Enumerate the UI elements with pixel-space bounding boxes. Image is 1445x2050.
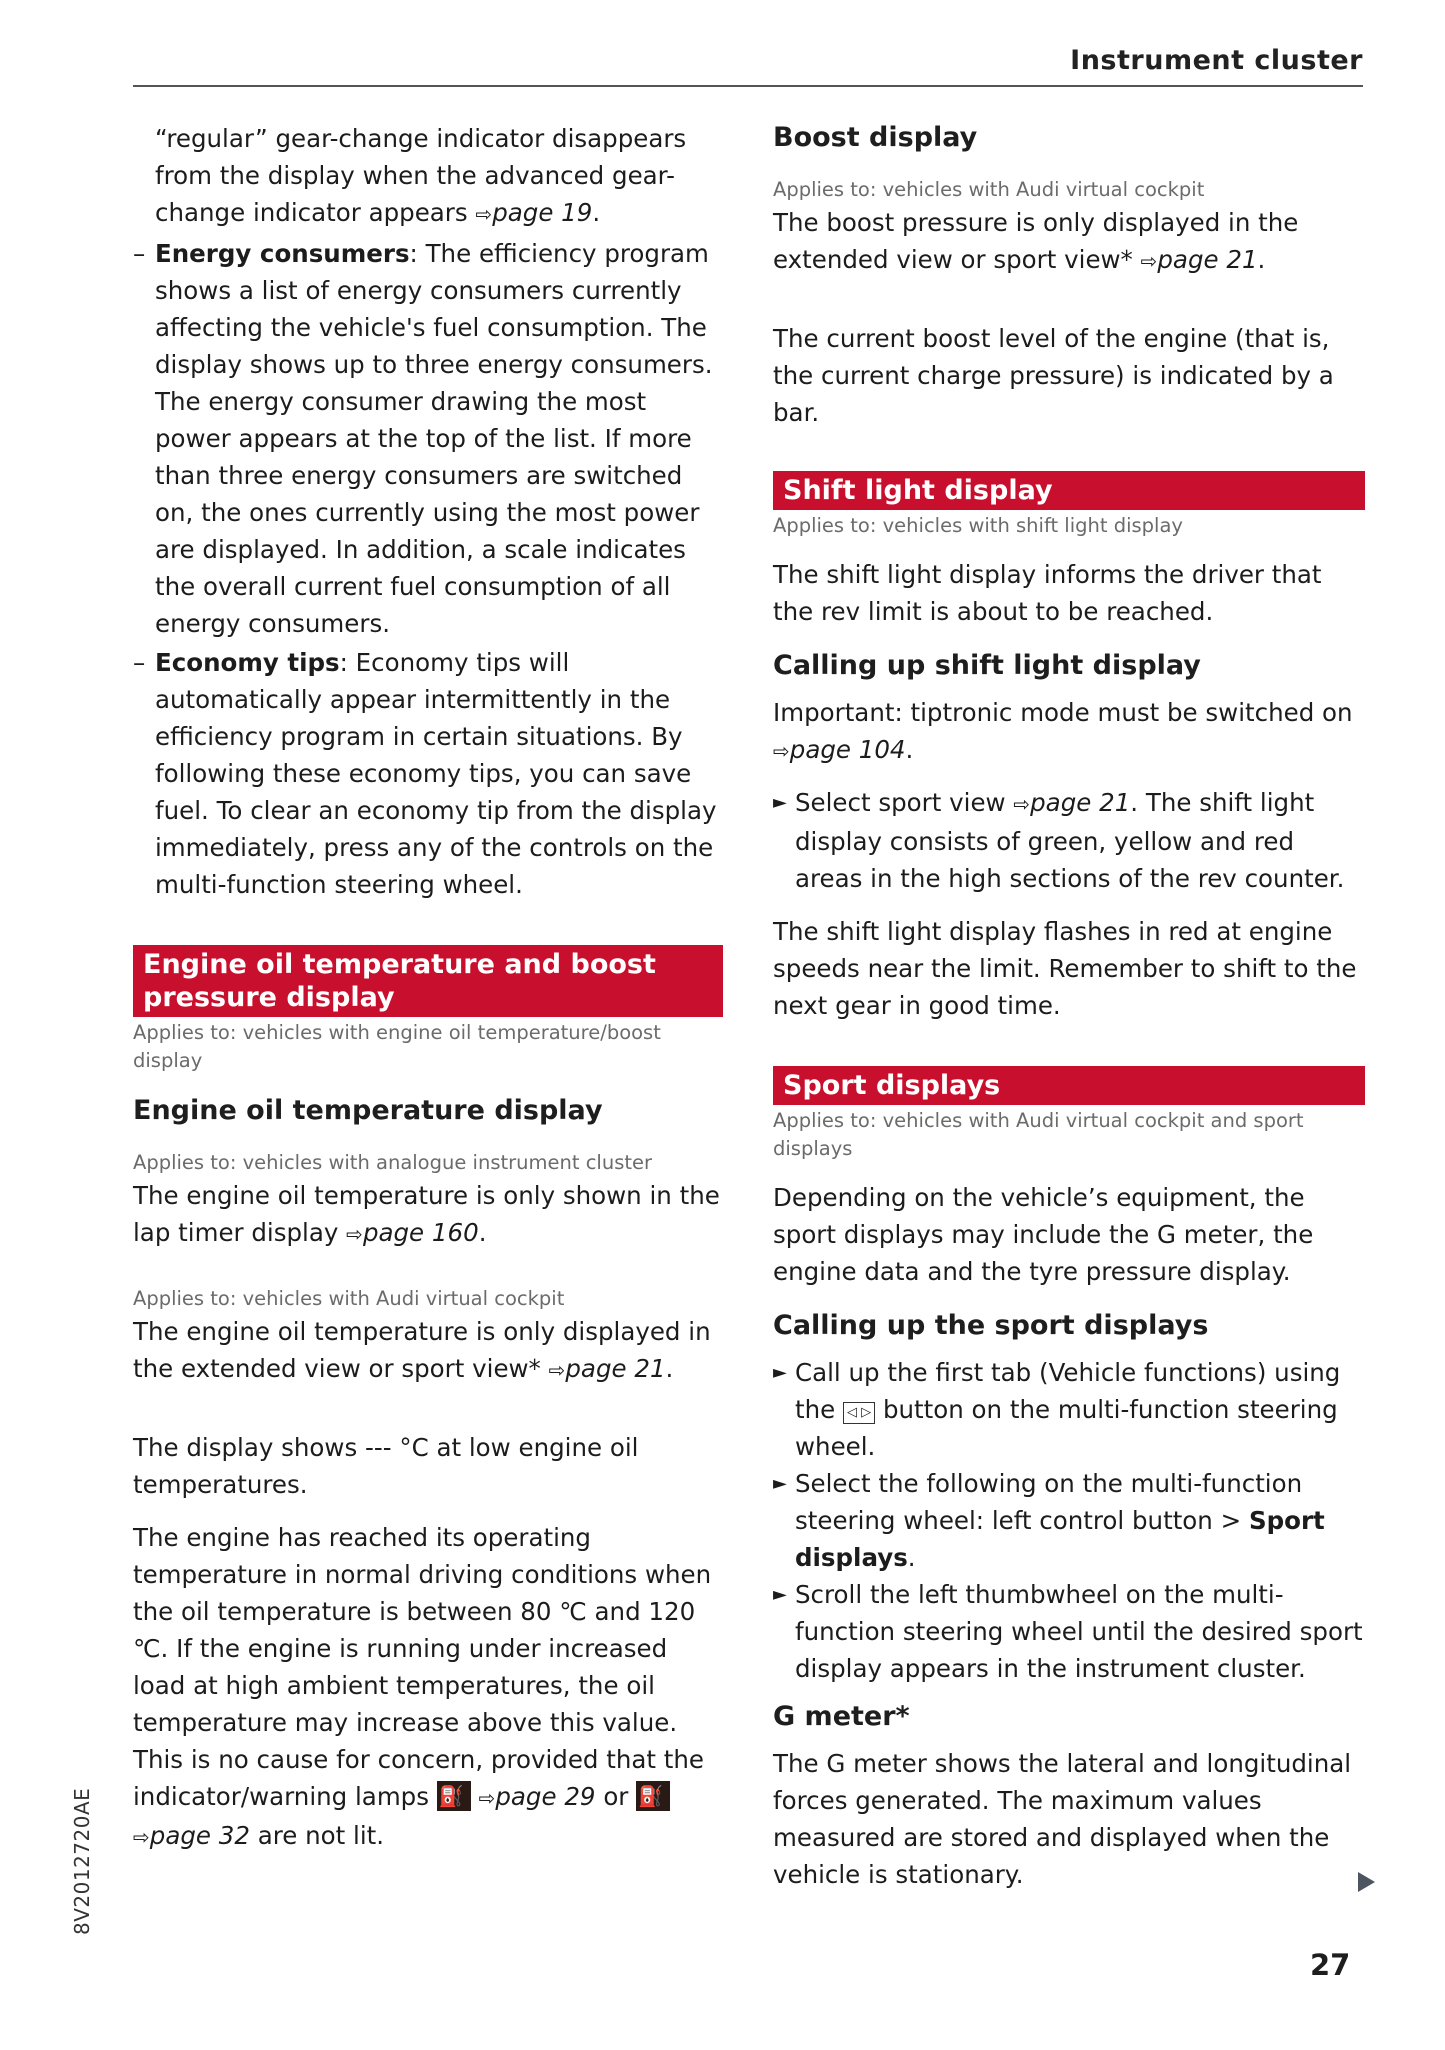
body-text: Select the following on the multi-function steering wheel: left control button > bbox=[795, 1469, 1303, 1535]
body-text: Important: tiptronic mode must be switched on bbox=[773, 698, 1353, 727]
bullet-arrow-icon: ► bbox=[773, 792, 787, 813]
arrow-right-icon: ⇨ bbox=[1140, 249, 1158, 273]
section-heading-oil-boost: Engine oil temperature and boost pressure display bbox=[133, 945, 723, 1017]
step-select-sport-displays: ► Select the following on the multi-function steering wheel: left control button > Sport displays. bbox=[773, 1465, 1365, 1576]
applies-note: Applies to: vehicles with Audi virtual cockpit and sport displays bbox=[773, 1109, 1304, 1160]
applies-note: Applies to: vehicles with Audi virtual cockpit bbox=[773, 178, 1205, 201]
subheading-calling-shift: Calling up shift light display bbox=[773, 650, 1201, 681]
page-ref-link[interactable]: page 32 bbox=[149, 1821, 250, 1850]
page-ref-link[interactable]: page 21 bbox=[1157, 245, 1258, 274]
view-button-icon: ◁ ▷ bbox=[843, 1402, 875, 1424]
right-column bbox=[773, 120, 1365, 1893]
economy-description: : Economy tips will automatically appear intermittently in the efficiency program in certain situations. By following these economy tips, you can save fuel. To clear an economy tip from the display immediately, press any of the controls on the multi-function steering wheel. bbox=[155, 648, 717, 899]
list-item-economy-tips bbox=[133, 644, 723, 903]
step-scroll-thumbwheel bbox=[773, 1576, 1365, 1687]
running-header-title: Instrument cluster bbox=[1070, 45, 1363, 76]
bullet-arrow-icon: ► bbox=[773, 1584, 787, 1605]
energy-description: : The efficiency program shows a list of energy consumers currently affecting the vehicle's fuel consumption. The display shows up to three energy consumers. The energy consumer drawing the most power appears at the top of the list. If more than three energy consumers are switched on, the ones currently using the most power are displayed. In addition, a scale indicates the overall current fuel consumption of all energy consumers. bbox=[155, 239, 713, 638]
operating-temp-text bbox=[133, 1519, 723, 1856]
left-column bbox=[133, 120, 723, 1856]
bullet-arrow-icon: ► bbox=[773, 1473, 787, 1494]
oil-temp-virtual-text: The engine oil temperature is only displayed in the extended view or sport view* ⇨page 21. bbox=[133, 1317, 711, 1383]
step-call-up-tab bbox=[773, 1354, 1365, 1465]
body-text: The engine oil temperature is only shown in the lap timer display bbox=[133, 1181, 720, 1247]
page-ref-link[interactable]: page 160 bbox=[362, 1218, 479, 1247]
intro-paragraph: “regular” gear-change indicator disappears from the display when the advanced gear-change indicator appears ⇨page 19. bbox=[155, 124, 687, 227]
body-text: The engine has reached its operating temperature in normal driving conditions when the oil temperature is between 80 ℃ and 120 ℃. If the engine is running under increased load at high ambient temperatures, the oil temperature may increase above this value. This is no cause for concern, provided that the indicator/warning lamps bbox=[133, 1523, 712, 1811]
menu-path-sport-displays: Sport displays bbox=[795, 1506, 1325, 1572]
important-note: Important: tiptronic mode must be switched on ⇨page 104. bbox=[773, 698, 1353, 764]
list-item-energy-consumers bbox=[133, 235, 723, 642]
oil-level-warning-lamp-icon: ⛽ bbox=[636, 1781, 670, 1811]
body-text: Call up the first tab (Vehicle functions) using the bbox=[795, 1358, 1341, 1424]
term-economy-tips: Economy tips bbox=[155, 648, 340, 677]
intro-text: “regular” gear-change indicator disappears from the display when the advanced gear-change indicator appears bbox=[155, 124, 687, 227]
shift-light-text: The shift light display informs the driver that the rev limit is about to be reached. bbox=[773, 560, 1322, 626]
body-text: button on the multi-function steering wheel. bbox=[795, 1395, 1338, 1461]
body-text: . The shift light display consists of green, yellow and red areas in the high sections of the rev counter. bbox=[795, 788, 1345, 893]
page-ref-link[interactable]: page 19 bbox=[492, 198, 593, 227]
applies-note: Applies to: vehicles with analogue instrument cluster bbox=[133, 1151, 653, 1174]
oil-pressure-warning-lamp-icon: ⛽ bbox=[437, 1781, 471, 1811]
arrow-right-icon: ⇨ bbox=[133, 1825, 150, 1849]
document-code: 8V2012720AE bbox=[70, 1787, 94, 1935]
body-text: are not lit. bbox=[257, 1821, 385, 1850]
body-text: Scroll the left thumbwheel on the multi-function steering wheel until the desired sport display appears in the instrument cluster. bbox=[795, 1580, 1363, 1683]
page-ref-link[interactable]: page 21 bbox=[565, 1354, 666, 1383]
arrow-right-icon: ⇨ bbox=[346, 1222, 363, 1246]
arrow-right-icon: ⇨ bbox=[773, 739, 790, 763]
body-text: or bbox=[603, 1782, 629, 1811]
body-text: The boost pressure is only displayed in the extended view or sport view* bbox=[773, 208, 1299, 274]
body-text: Select sport view bbox=[795, 788, 1006, 817]
section-heading-shift-light: Shift light display bbox=[773, 471, 1365, 510]
boost-text: The boost pressure is only displayed in the extended view or sport view* ⇨page 21. bbox=[773, 208, 1299, 274]
subheading-boost: Boost display bbox=[773, 122, 978, 153]
subheading-oil-temp: Engine oil temperature display bbox=[133, 1095, 603, 1126]
body-text: The engine oil temperature is only displayed in the extended view or sport view* bbox=[133, 1317, 711, 1383]
low-temp-text: The display shows --- °C at low engine oil temperatures. bbox=[133, 1433, 639, 1499]
page-ref-link[interactable]: page 104 bbox=[789, 735, 906, 764]
flash-text: The shift light display flashes in red at engine speeds near the limit. Remember to shift to the next gear in good time. bbox=[773, 917, 1357, 1020]
term-energy-consumers: Energy consumers bbox=[155, 239, 410, 268]
bullet-arrow-icon: ► bbox=[773, 1362, 787, 1383]
page-number: 27 bbox=[1310, 1948, 1351, 1982]
step-select-sport-view bbox=[773, 784, 1365, 897]
applies-note: Applies to: vehicles with Audi virtual cockpit bbox=[133, 1287, 565, 1310]
page-ref-link[interactable]: page 21 bbox=[1030, 788, 1131, 817]
section-heading-sport-displays: Sport displays bbox=[773, 1066, 1365, 1105]
continue-arrow-icon bbox=[1358, 1872, 1375, 1892]
boost-level-text: The current boost level of the engine (that is, the current charge pressure) is indicated by a bar. bbox=[773, 324, 1334, 427]
arrow-right-icon: ⇨ bbox=[475, 202, 493, 226]
applies-note: Applies to: vehicles with shift light display bbox=[773, 514, 1183, 537]
arrow-right-icon: ⇨ bbox=[478, 1786, 496, 1810]
sport-displays-text: Depending on the vehicle’s equipment, the sport displays may include the G meter, the engine data and the tyre pressure display. bbox=[773, 1183, 1314, 1286]
subheading-calling-sport: Calling up the sport displays bbox=[773, 1310, 1209, 1341]
page-ref-link[interactable]: page 29 bbox=[495, 1782, 596, 1811]
header-divider bbox=[133, 85, 1363, 87]
oil-temp-analogue-text: The engine oil temperature is only shown in the lap timer display ⇨page 160. bbox=[133, 1181, 720, 1247]
applies-note: Applies to: vehicles with engine oil temperature/boost display bbox=[133, 1021, 661, 1072]
g-meter-text: The G meter shows the lateral and longitudinal forces generated. The maximum values measured are stored and displayed when the vehicle is stationary. bbox=[773, 1749, 1352, 1889]
subheading-g-meter: G meter* bbox=[773, 1701, 910, 1732]
arrow-right-icon: ⇨ bbox=[548, 1358, 566, 1382]
arrow-right-icon: ⇨ bbox=[1013, 792, 1031, 816]
